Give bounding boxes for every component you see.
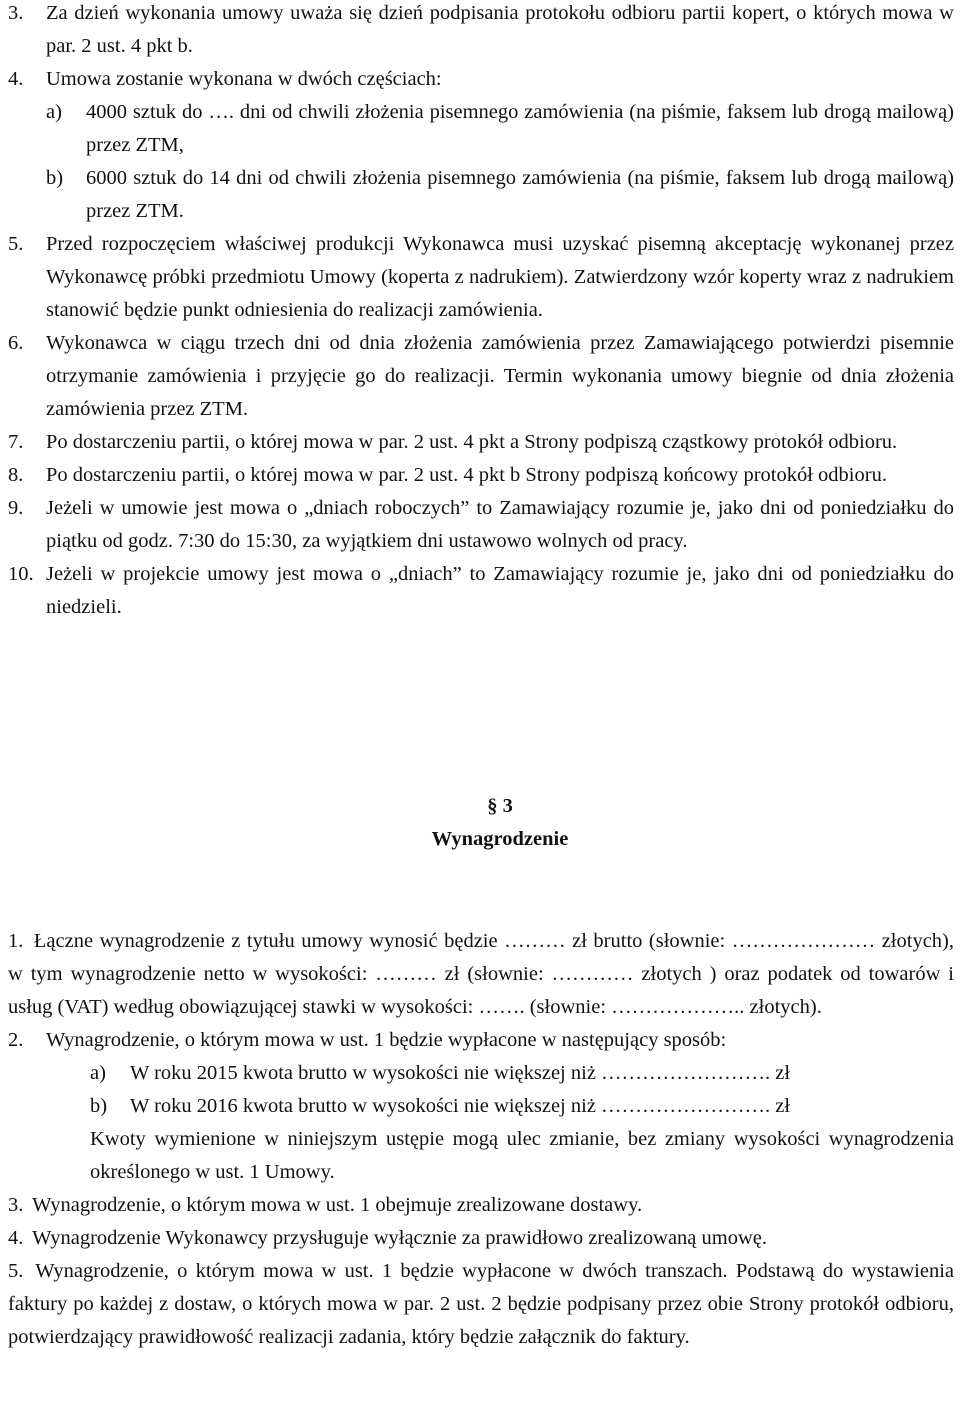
list-item	[0, 426, 954, 459]
sub-item	[90, 1057, 954, 1090]
item-number: 4.	[8, 68, 24, 90]
list-item	[8, 1189, 954, 1222]
sub-item-text: W roku 2015 kwota brutto w wysokości nie większej niż ……………………. zł	[130, 1062, 791, 1084]
sub-item-label: a)	[90, 1062, 106, 1084]
sub-item	[46, 162, 954, 228]
item-number: 6.	[8, 332, 24, 354]
list-item	[0, 327, 954, 426]
sub-item-text: W roku 2016 kwota brutto w wysokości nie większej niż ……………………. zł	[130, 1095, 791, 1117]
list-item	[8, 1024, 954, 1057]
list-item	[8, 1222, 954, 1255]
sub-item-note: Kwoty wymienione w niniejszym ustępie mogą ulec zmianie, bez zmiany wysokości wynagrodzenia określonego w ust. 1 Umowy.	[90, 1128, 954, 1183]
list-item	[0, 63, 954, 96]
sub-item-text: 6000 sztuk do 14 dni od chwili złożenia pisemnego zamówienia (na piśmie, faksem lub drogą mailową) przez ZTM.	[86, 167, 954, 222]
item-number: 8.	[8, 464, 24, 486]
item-number: 5.	[8, 1260, 24, 1282]
item-number: 7.	[8, 431, 24, 453]
item-number: 3.	[8, 2, 24, 24]
sub-item	[46, 96, 954, 162]
item-text: Wynagrodzenie, o którym mowa w ust. 1 będzie wypłacone w dwóch transzach. Podstawą do wystawienia faktury po każdej z dostaw, o których mowa w par. 2 ust. 2 będzie podpisany przez obie Strony protokół odbioru, potwierdzający prawidłowość realizacji zadania, który będzie załącznik do faktury.	[8, 1260, 954, 1348]
item-text: Umowa zostanie wykonana w dwóch częściach:	[46, 68, 442, 90]
list-item	[0, 0, 954, 63]
item-number: 3.	[8, 1194, 24, 1216]
item-text: Jeżeli w projekcie umowy jest mowa o „dniach” to Zamawiający rozumie je, jako dni od poniedziałku do niedzieli.	[46, 563, 954, 618]
item-text: Wynagrodzenie, o którym mowa w ust. 1 będzie wypłacone w następujący sposób:	[46, 1029, 727, 1051]
item-text: Za dzień wykonania umowy uważa się dzień podpisania protokołu odbioru partii kopert, o których mowa w par. 2 ust. 4 pkt b.	[46, 2, 954, 57]
item-text: Jeżeli w umowie jest mowa o „dniach roboczych” to Zamawiający rozumie je, jako dni od poniedziałku do piątku od godz. 7:30 do 15:30, za wyjątkiem dni ustawowo wolnych od pracy.	[46, 497, 954, 552]
list-item	[0, 558, 954, 624]
sub-item	[90, 1090, 954, 1123]
item-text: Po dostarczeniu partii, o której mowa w par. 2 ust. 4 pkt b Strony podpiszą końcowy protokół odbioru.	[46, 464, 887, 486]
item-text: Łączne wynagrodzenie z tytułu umowy wynosić będzie ……… zł brutto (słownie: ………………… złotych), w tym wynagrodzenie netto w wysokości: ……… zł (słownie: ………… złotych ) oraz podatek od towarów i usług (VAT) według obowiązującej stawki w wysokości: ……. (słownie: ……………….. złotych).	[8, 930, 954, 1018]
sub-item-label: b)	[90, 1095, 108, 1117]
item-number: 10.	[8, 563, 34, 585]
list-item	[8, 1255, 954, 1354]
list-item	[8, 925, 954, 1024]
sub-item-text: 4000 sztuk do …. dni od chwili złożenia pisemnego zamówienia (na piśmie, faksem lub drogą mailową) przez ZTM,	[86, 101, 954, 156]
list-item	[0, 459, 954, 492]
item-number: 2.	[8, 1029, 24, 1051]
item-number: 5.	[8, 233, 24, 255]
paragraph-symbol: § 3	[487, 795, 513, 817]
item-number: 4.	[8, 1227, 24, 1249]
list-item	[0, 228, 954, 327]
item-text: Po dostarczeniu partii, o której mowa w par. 2 ust. 4 pkt a Strony podpiszą cząstkowy protokół odbioru.	[46, 431, 898, 453]
item-text: Przed rozpoczęciem właściwej produkcji Wykonawca musi uzyskać pisemną akceptację wykonanej przez Wykonawcę próbki przedmiotu Umowy (koperta z nadrukiem). Zatwierdzony wzór koperty wraz z nadrukiem stanowić będzie punkt odniesienia do realizacji zamówienia.	[46, 233, 954, 321]
item-text: Wykonawca w ciągu trzech dni od dnia złożenia zamówienia przez Zamawiającego potwierdzi pisemnie otrzymanie zamówienia i przyjęcie go do realizacji. Termin wykonania umowy biegnie od dnia złożenia zamówienia przez ZTM.	[46, 332, 954, 420]
sub-item-label: a)	[46, 101, 62, 123]
section-heading	[0, 790, 960, 856]
section-remuneration	[8, 925, 960, 1354]
section-terms	[0, 0, 960, 624]
item-number: 9.	[8, 497, 24, 519]
item-number: 1.	[8, 930, 24, 952]
list-item	[0, 492, 954, 558]
item-text: Wynagrodzenie, o którym mowa w ust. 1 obejmuje zrealizowane dostawy.	[32, 1194, 643, 1216]
sub-item-label: b)	[46, 167, 64, 189]
page-title: Wynagrodzenie	[431, 828, 569, 850]
item-text: Wynagrodzenie Wykonawcy przysługuje wyłącznie za prawidłowo zrealizowaną umowę.	[32, 1227, 767, 1249]
